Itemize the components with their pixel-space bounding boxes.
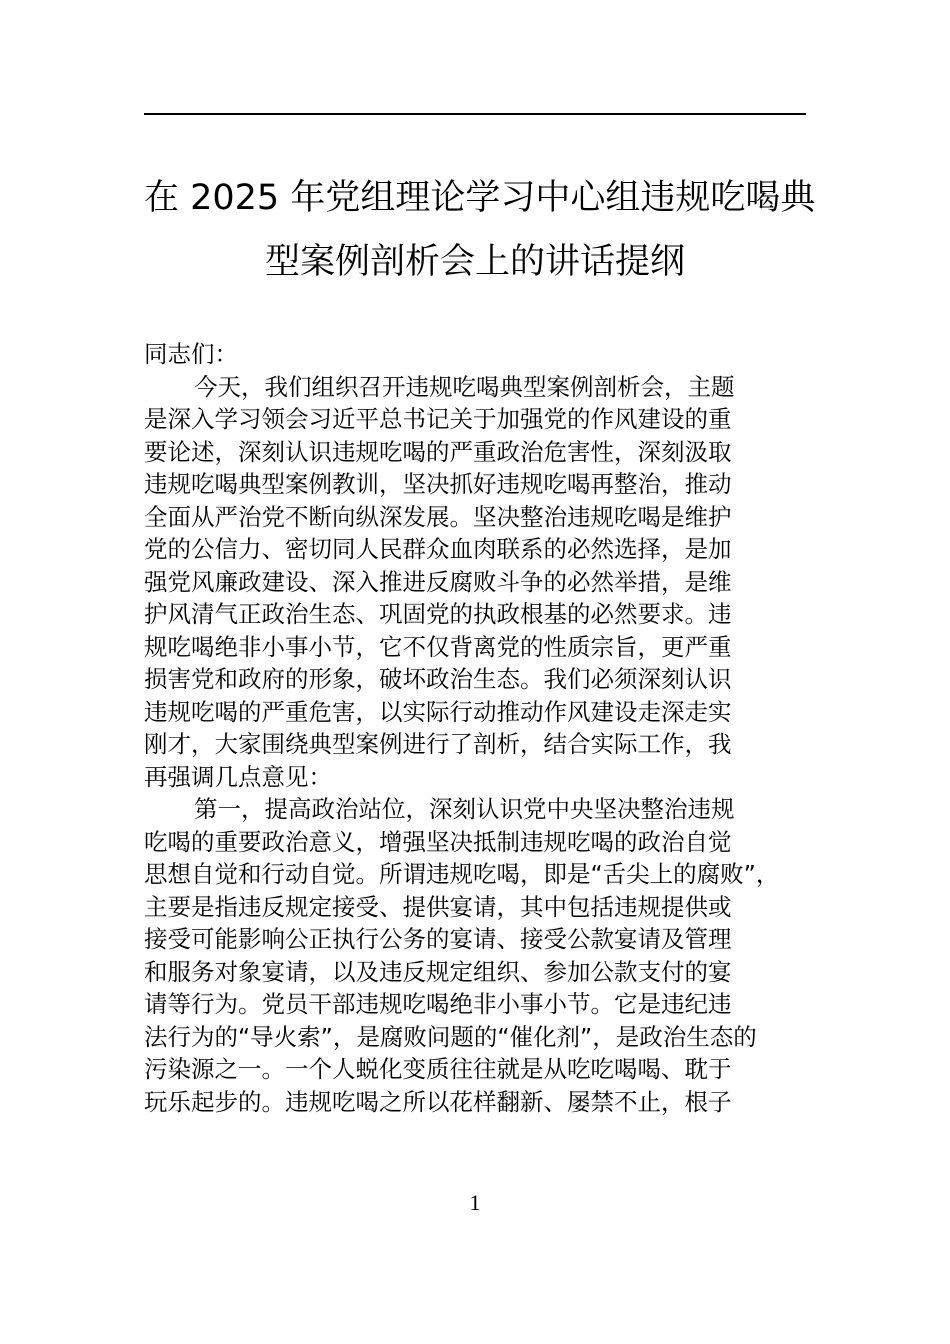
body-line: 污染源之一。一个人蜕化变质往往就是从吃吃喝喝、耽于 (144, 1055, 732, 1083)
body-line: 刚才，大家围绕典型案例进行了剖析，结合实际工作，我 (144, 730, 732, 758)
body-line: 第一，提高政治站位，深刻认识党中央坚决整治违规 (194, 795, 735, 823)
body-line: 是深入学习领会习近平总书记关于加强党的作风建设的重 (144, 405, 732, 433)
body-line: 同志们： (144, 340, 238, 368)
header-rule (144, 113, 806, 115)
body-line: 玩乐起步的。违规吃喝之所以花样翻新、屡禁不止，根子 (144, 1087, 732, 1116)
document-title (144, 166, 816, 294)
body-line: 护风清气正政治生态、巩固党的执政根基的必然要求。违 (144, 600, 732, 628)
body-line: 全面从严治党不断向纵深发展。坚决整治违规吃喝是维护 (144, 502, 732, 531)
body-line: 违规吃喝的严重危害，以实际行动推动作风建设走深走实 (144, 697, 732, 726)
body-line: 要论述，深刻认识违规吃喝的严重政治危害性，深刻汲取 (144, 437, 732, 466)
body-line: 再强调几点意见： (144, 762, 332, 791)
body-line: 接受可能影响公正执行公务的宴请、接受公款宴请及管理 (144, 925, 732, 953)
body-line: 请等行为。党员干部违规吃喝绝非小事小节。它是违纪违 (144, 990, 732, 1018)
body-line: 违规吃喝典型案例教训，坚决抓好违规吃喝再整治，推动 (144, 470, 732, 498)
body-line: 规吃喝绝非小事小节，它不仅背离党的性质宗旨，更严重 (144, 632, 732, 661)
body-line: 法行为的“导火索”，是腐败问题的“催化剂”，是政治生态的 (144, 1022, 757, 1051)
body-line: 损害党和政府的形象，破坏政治生态。我们必须深刻认识 (144, 665, 732, 693)
body-line: 吃喝的重要政治意义，增强坚决抵制违规吃喝的政治自觉 (144, 827, 732, 856)
title-line: 在 2025 年党组理论学习中心组违规吃喝典 (144, 178, 816, 218)
body-line: 主要是指违反规定接受、提供宴请，其中包括违规提供或 (144, 892, 732, 921)
body-line: 党的公信力、密切同人民群众血肉联系的必然选择，是加 (144, 535, 732, 563)
body-line: 和服务对象宴请，以及违反规定组织、参加公款支付的宴 (144, 957, 732, 986)
body-text (144, 338, 806, 1118)
body-line: 思想自觉和行动自觉。所谓违规吃喝，即是“舌尖上的腐败”， (144, 860, 780, 888)
page-number: 1 (469, 1190, 481, 1215)
title-line: 型案例剖析会上的讲话提纲 (264, 242, 685, 282)
body-line: 强党风廉政建设、深入推进反腐败斗争的必然举措，是维 (144, 567, 732, 596)
body-line: 今天，我们组织召开违规吃喝典型案例剖析会，主题 (194, 372, 735, 401)
